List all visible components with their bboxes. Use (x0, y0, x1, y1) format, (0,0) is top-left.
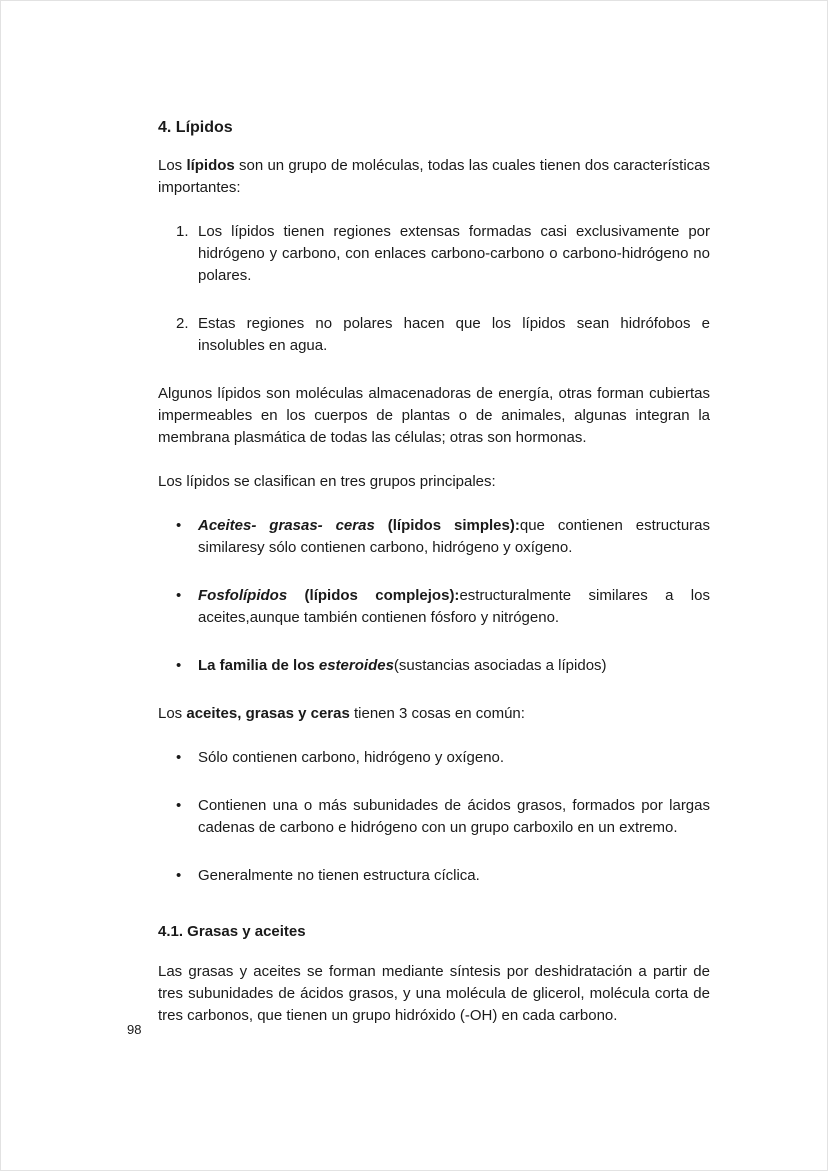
text-segment: Las grasas y aceites se forman mediante síntesis por deshidratación a partir de tres subunidades de ácidos grasos, y una molécula de glicerol, molécula corta de tres carbonos, que tienen un grupo hidróxido (-OH) en cada carbono. (158, 963, 710, 1024)
text-segment: estructuralmente similares a los aceites,aunque también contienen fósforo y nitrógeno. (198, 587, 710, 626)
bullet-icon: • (176, 749, 182, 766)
paragraph (158, 155, 710, 199)
text-segment: Los lípidos se clasifican en tres grupos principales: (158, 473, 496, 490)
list-item-text (198, 221, 710, 287)
bullet-icon: • (176, 517, 182, 534)
numbered-list-item (158, 313, 710, 357)
list-number: 1. (176, 223, 189, 240)
list-item-text (198, 313, 710, 357)
text-segment: Los lípidos tienen regiones extensas formadas casi exclusivamente por hidrógeno y carbono, con enlaces carbono-carbono o carbono-hidrógeno no polares. (198, 223, 710, 284)
paragraph (158, 383, 710, 449)
bullet-list-item (158, 655, 710, 677)
bullet-list-item (158, 795, 710, 839)
paragraph (158, 471, 710, 493)
list-item-text (198, 865, 710, 887)
text-segment: Los (158, 157, 187, 174)
list-item-text (198, 655, 710, 677)
text-segment: 4.1. Grasas y aceites (158, 923, 306, 940)
paragraph (158, 961, 710, 1027)
numbered-list-item (158, 221, 710, 287)
list-number: 2. (176, 315, 189, 332)
bullet-list-item (158, 515, 710, 559)
text-segment: Estas regiones no polares hacen que los lípidos sean hidrófobos e insolubles en agua. (198, 315, 710, 354)
bullet-list-item (158, 865, 710, 887)
text-segment: Fosfolípidos (198, 587, 305, 604)
subsection-title (158, 921, 710, 943)
text-segment: que contienen estructuras similaresy sólo contienen carbono, hidrógeno y oxígeno. (198, 517, 710, 556)
text-segment: La familia de los (198, 657, 319, 674)
text-segment: (lípidos simples): (387, 517, 520, 534)
document-content (158, 117, 710, 1049)
section-title (158, 117, 710, 139)
list-item-text (198, 747, 710, 769)
text-segment: (sustancias asociadas a lípidos) (393, 657, 607, 674)
text-segment: (lípidos complejos): (304, 587, 460, 604)
text-segment: Sólo contienen carbono, hidrógeno y oxígeno. (198, 749, 505, 766)
bullet-list-item (158, 585, 710, 629)
bullet-list-item (158, 747, 710, 769)
text-segment: Generalmente no tienen estructura cíclica. (198, 867, 480, 884)
bullet-icon: • (176, 797, 182, 814)
list-item-text (198, 515, 710, 559)
paragraph (158, 703, 710, 725)
list-item-text (198, 795, 710, 839)
text-segment: son un grupo de moléculas, todas las cuales tienen dos características importantes: (158, 157, 711, 196)
text-segment: 4. Lípidos (158, 119, 233, 136)
bullet-icon: • (176, 657, 182, 674)
bullet-icon: • (176, 587, 182, 604)
text-segment: Aceites- grasas- ceras (198, 517, 388, 534)
text-segment: Los (158, 705, 187, 722)
text-segment: Algunos lípidos son moléculas almacenadoras de energía, otras forman cubiertas impermeables en los cuerpos de plantas o de animales, algunas integran la membrana plasmática de todas las células; otras son hormonas. (158, 385, 710, 446)
text-segment: aceites, grasas y ceras (186, 705, 350, 722)
text-segment: esteroides (318, 657, 394, 674)
text-segment: tienen 3 cosas en común: (349, 705, 525, 722)
list-item-text (198, 585, 710, 629)
text-segment: lípidos (186, 157, 235, 174)
text-segment: Contienen una o más subunidades de ácidos grasos, formados por largas cadenas de carbono e hidrógeno con un grupo carboxilo en un extremo. (198, 797, 710, 836)
page-number: 98 (127, 1022, 142, 1037)
bullet-icon: • (176, 867, 182, 884)
